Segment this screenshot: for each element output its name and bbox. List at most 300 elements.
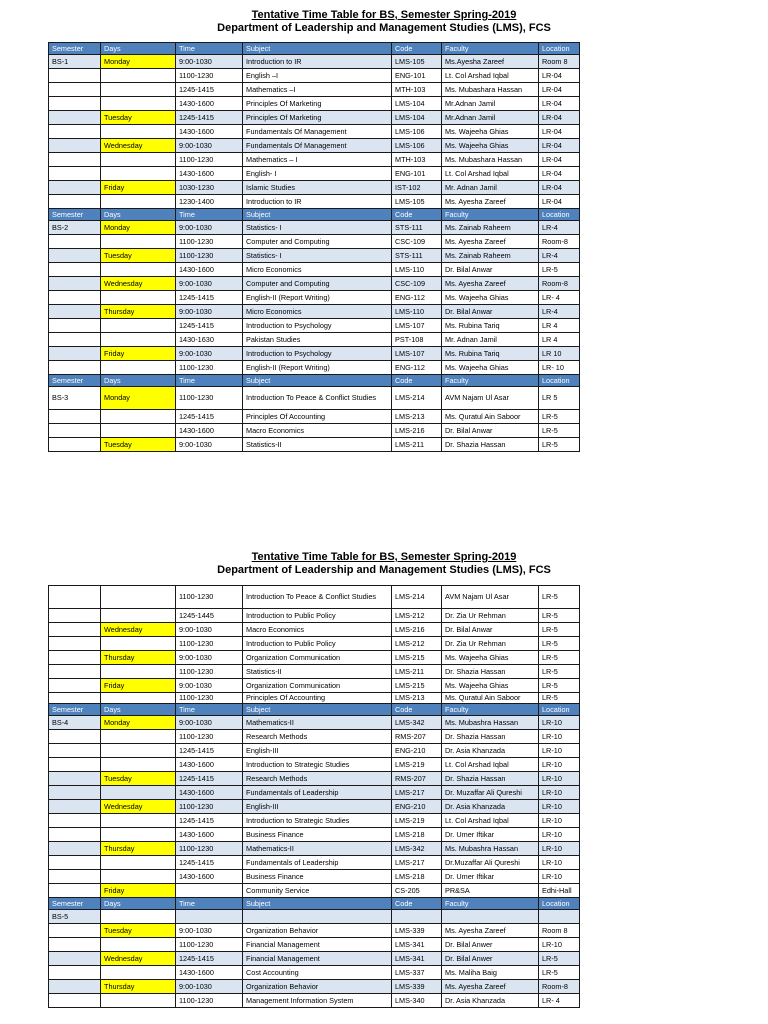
header-semester: Semester (49, 898, 101, 910)
cell-code: IST-102 (392, 181, 442, 195)
cell-time: 1100-1230 (176, 994, 243, 1008)
cell-location: LR-04 (539, 167, 580, 181)
cell-faculty: Mr.Adnan Jamil (442, 111, 539, 125)
table-header-row (49, 43, 580, 55)
table-row (49, 679, 580, 693)
cell-subject (243, 910, 392, 924)
cell-semester (49, 249, 101, 263)
cell-subject: Business Finance (243, 828, 392, 842)
cell-day: Thursday (101, 842, 176, 856)
cell-subject: Mathematics –I (243, 83, 392, 97)
header-location: Location (539, 375, 580, 387)
cell-subject: Organization Behavior (243, 924, 392, 938)
table-row (49, 111, 580, 125)
cell-code: ENG-210 (392, 744, 442, 758)
header-day: Days (101, 43, 176, 55)
header-subject: Subject (243, 209, 392, 221)
header-subject: Subject (243, 704, 392, 716)
table-row (49, 277, 580, 291)
header-faculty: Faculty (442, 375, 539, 387)
cell-faculty: Ms.Ayesha Zareef (442, 55, 539, 69)
cell-day (101, 333, 176, 347)
cell-semester (49, 277, 101, 291)
cell-semester (49, 651, 101, 665)
cell-location: LR-5 (539, 410, 580, 424)
cell-code: ENG-112 (392, 291, 442, 305)
cell-subject: Introduction To Peace & Conflict Studies (243, 586, 392, 609)
cell-code: STS-111 (392, 221, 442, 235)
cell-location: LR-5 (539, 586, 580, 609)
cell-semester: BS-1 (49, 55, 101, 69)
cell-subject: Micro Economics (243, 305, 392, 319)
cell-time: 9:00-1030 (176, 305, 243, 319)
table-row (49, 181, 580, 195)
cell-faculty: Dr. Asia Khanzada (442, 800, 539, 814)
cell-time: 1245-1415 (176, 83, 243, 97)
cell-semester (49, 361, 101, 375)
cell-day (101, 966, 176, 980)
cell-subject: Macro Economics (243, 623, 392, 637)
cell-code: LMS-337 (392, 966, 442, 980)
table-row (49, 716, 580, 730)
cell-semester (49, 333, 101, 347)
cell-location: LR-10 (539, 814, 580, 828)
cell-faculty: Dr. Shazia Hassan (442, 665, 539, 679)
cell-semester (49, 679, 101, 693)
cell-faculty: Dr. Zia Ur Rehman (442, 637, 539, 651)
cell-time: 1430-1600 (176, 966, 243, 980)
table-row (49, 438, 580, 452)
cell-time: 1030-1230 (176, 181, 243, 195)
cell-code: LMS-107 (392, 347, 442, 361)
cell-time: 1430-1600 (176, 97, 243, 111)
table-row (49, 153, 580, 167)
cell-semester (49, 730, 101, 744)
cell-location: LR-04 (539, 139, 580, 153)
cell-time: 1430-1600 (176, 870, 243, 884)
table-row (49, 800, 580, 814)
cell-semester: BS-5 (49, 910, 101, 924)
cell-day: Thursday (101, 305, 176, 319)
cell-location: LR-10 (539, 938, 580, 952)
cell-location: LR-5 (539, 665, 580, 679)
cell-code: LMS-104 (392, 111, 442, 125)
cell-time: 1230-1400 (176, 195, 243, 209)
cell-time: 1245-1415 (176, 410, 243, 424)
cell-code: LMS-341 (392, 938, 442, 952)
cell-time: 1100-1230 (176, 249, 243, 263)
cell-time: 1100-1230 (176, 235, 243, 249)
cell-subject: Mathematics-II (243, 716, 392, 730)
cell-location: Edhi-Hall (539, 884, 580, 898)
cell-day (101, 828, 176, 842)
cell-day (101, 910, 176, 924)
cell-faculty: Mr.Adnan Jamil (442, 97, 539, 111)
cell-time: 1245-1415 (176, 772, 243, 786)
table-row (49, 235, 580, 249)
cell-subject: Introduction to Strategic Studies (243, 814, 392, 828)
table-row (49, 125, 580, 139)
cell-semester (49, 637, 101, 651)
header-faculty: Faculty (442, 704, 539, 716)
cell-faculty: Ms. Mubashara Hassan (442, 153, 539, 167)
cell-time: 1245-1415 (176, 291, 243, 305)
cell-day (101, 814, 176, 828)
cell-subject: Fundamentals of Leadership (243, 856, 392, 870)
cell-semester (49, 856, 101, 870)
cell-faculty: Ms. Wajeeha Ghias (442, 139, 539, 153)
header-day: Days (101, 209, 176, 221)
cell-semester (49, 952, 101, 966)
cell-subject: Mathematics – I (243, 153, 392, 167)
cell-location: LR-04 (539, 111, 580, 125)
table-row (49, 221, 580, 235)
cell-code: LMS-215 (392, 679, 442, 693)
cell-day: Wednesday (101, 277, 176, 291)
cell-location: LR 5 (539, 387, 580, 410)
cell-subject: Computer and Computing (243, 277, 392, 291)
cell-time: 1245-1415 (176, 952, 243, 966)
timetable-page1 (48, 42, 580, 452)
cell-code: LMS-342 (392, 716, 442, 730)
cell-time: 9:00-1030 (176, 623, 243, 637)
cell-day: Friday (101, 679, 176, 693)
cell-faculty: Dr.Muzaffar Ali Qureshi (442, 856, 539, 870)
cell-location: LR-04 (539, 83, 580, 97)
cell-faculty: Dr. Bilal Anwar (442, 263, 539, 277)
cell-faculty: Ms. Ayesha Zareef (442, 980, 539, 994)
cell-location: Room-8 (539, 980, 580, 994)
cell-code: LMS-216 (392, 424, 442, 438)
cell-location: LR-4 (539, 221, 580, 235)
cell-day (101, 938, 176, 952)
cell-semester (49, 235, 101, 249)
cell-faculty: Dr. Bilal Anwar (442, 305, 539, 319)
cell-code: LMS-219 (392, 814, 442, 828)
cell-day: Wednesday (101, 139, 176, 153)
cell-code: CS-205 (392, 884, 442, 898)
cell-semester (49, 800, 101, 814)
header-subject: Subject (243, 43, 392, 55)
table-header-row (49, 209, 580, 221)
cell-time: 1100-1230 (176, 586, 243, 609)
header-time: Time (176, 704, 243, 716)
cell-location: LR-4 (539, 249, 580, 263)
cell-semester (49, 305, 101, 319)
table-row (49, 333, 580, 347)
cell-faculty: Dr. Shazia Hassan (442, 438, 539, 452)
cell-faculty: Ms. Ayesha Zareef (442, 235, 539, 249)
cell-time: 9:00-1030 (176, 139, 243, 153)
header-faculty: Faculty (442, 898, 539, 910)
table-row (49, 83, 580, 97)
cell-code: LMS-215 (392, 651, 442, 665)
header-day: Days (101, 898, 176, 910)
cell-faculty: Ms. Ayesha Zareef (442, 277, 539, 291)
header-time: Time (176, 209, 243, 221)
cell-subject: Introduction to IR (243, 195, 392, 209)
cell-semester (49, 586, 101, 609)
cell-day (101, 167, 176, 181)
header-subject: Subject (243, 375, 392, 387)
cell-code: ENG-101 (392, 69, 442, 83)
cell-location: LR 4 (539, 319, 580, 333)
cell-faculty: Ms. Maliha Baig (442, 966, 539, 980)
cell-faculty: Ms. Mubashara Hassan (442, 83, 539, 97)
cell-code: LMS-218 (392, 828, 442, 842)
cell-semester (49, 623, 101, 637)
cell-day: Friday (101, 181, 176, 195)
cell-semester (49, 125, 101, 139)
cell-faculty: Dr. Muzaffar Ali Qureshi (442, 786, 539, 800)
cell-day: Monday (101, 221, 176, 235)
cell-location: LR-04 (539, 125, 580, 139)
cell-day (101, 195, 176, 209)
cell-faculty: AVM Najam Ul Asar (442, 387, 539, 410)
table-row (49, 410, 580, 424)
table-row (49, 291, 580, 305)
cell-day: Tuesday (101, 249, 176, 263)
table-row (49, 139, 580, 153)
cell-faculty: Dr. Bilal Anwar (442, 623, 539, 637)
cell-subject: Financial Management (243, 952, 392, 966)
cell-code: CSC-109 (392, 277, 442, 291)
cell-faculty: Ms. Quratul Ain Saboor (442, 410, 539, 424)
cell-code: LMS-213 (392, 693, 442, 704)
header-semester: Semester (49, 704, 101, 716)
cell-subject: Micro Economics (243, 263, 392, 277)
cell-subject: English –I (243, 69, 392, 83)
cell-semester (49, 424, 101, 438)
cell-day: Friday (101, 347, 176, 361)
cell-faculty: Lt. Col Arshad Iqbal (442, 758, 539, 772)
cell-time: 1430-1600 (176, 167, 243, 181)
table-row (49, 167, 580, 181)
cell-subject: Management Information System (243, 994, 392, 1008)
header-code: Code (392, 43, 442, 55)
cell-time (176, 910, 243, 924)
cell-semester (49, 263, 101, 277)
cell-day (101, 319, 176, 333)
cell-faculty: Ms. Wajeeha Ghias (442, 679, 539, 693)
cell-time: 1245-1415 (176, 319, 243, 333)
table-row (49, 387, 580, 410)
cell-day: Tuesday (101, 924, 176, 938)
cell-time: 1430-1600 (176, 263, 243, 277)
cell-day (101, 83, 176, 97)
cell-semester (49, 884, 101, 898)
cell-code: LMS-213 (392, 410, 442, 424)
cell-time: 1245-1415 (176, 744, 243, 758)
cell-faculty: Dr. Bilal Anwer (442, 938, 539, 952)
cell-location: LR 10 (539, 347, 580, 361)
cell-location: LR-10 (539, 744, 580, 758)
cell-location: LR-10 (539, 800, 580, 814)
cell-semester: BS-2 (49, 221, 101, 235)
cell-subject: Macro Economics (243, 424, 392, 438)
page2-title (0, 551, 768, 577)
table-row (49, 263, 580, 277)
header-subject: Subject (243, 898, 392, 910)
cell-day: Thursday (101, 651, 176, 665)
cell-code: MTH-103 (392, 153, 442, 167)
cell-time: 9:00-1030 (176, 651, 243, 665)
cell-faculty: Dr. Zia Ur Rehman (442, 609, 539, 623)
cell-time: 9:00-1030 (176, 679, 243, 693)
cell-location: Room-8 (539, 235, 580, 249)
cell-code: LMS-107 (392, 319, 442, 333)
cell-code: LMS-216 (392, 623, 442, 637)
cell-day: Monday (101, 716, 176, 730)
cell-subject: Introduction to Public Policy (243, 609, 392, 623)
cell-day (101, 693, 176, 704)
page1-title-line1: Tentative Time Table for BS, Semester Spring-2019 (251, 9, 517, 21)
cell-location: LR-10 (539, 716, 580, 730)
cell-day (101, 97, 176, 111)
cell-subject: Fundamentals Of Management (243, 139, 392, 153)
cell-faculty: Dr. Asia Khanzada (442, 744, 539, 758)
cell-day (101, 263, 176, 277)
table-row (49, 693, 580, 704)
header-location: Location (539, 209, 580, 221)
table-row (49, 319, 580, 333)
cell-faculty: Ms. Mubashra Hassan (442, 716, 539, 730)
cell-time: 9:00-1030 (176, 277, 243, 291)
cell-day (101, 424, 176, 438)
cell-location: LR 4 (539, 333, 580, 347)
table-header-row (49, 375, 580, 387)
table-row (49, 966, 580, 980)
cell-location: LR-04 (539, 153, 580, 167)
table-row (49, 665, 580, 679)
cell-subject: English-III (243, 744, 392, 758)
table-row (49, 609, 580, 623)
cell-semester (49, 181, 101, 195)
cell-day (101, 125, 176, 139)
cell-day (101, 665, 176, 679)
cell-subject: English- I (243, 167, 392, 181)
cell-day (101, 856, 176, 870)
cell-subject: Cost Accounting (243, 966, 392, 980)
cell-faculty: Dr. Umer Iftikar (442, 828, 539, 842)
cell-location: LR- 10 (539, 361, 580, 375)
cell-subject: Introduction To Peace & Conflict Studies (243, 387, 392, 410)
cell-time: 1100-1230 (176, 387, 243, 410)
cell-faculty: Dr. Bilal Anwar (442, 424, 539, 438)
header-code: Code (392, 375, 442, 387)
cell-code: LMS-342 (392, 842, 442, 856)
cell-semester: BS-3 (49, 387, 101, 410)
cell-semester (49, 153, 101, 167)
cell-semester (49, 291, 101, 305)
header-day: Days (101, 704, 176, 716)
cell-semester (49, 758, 101, 772)
header-location: Location (539, 43, 580, 55)
page2-title-line1: Tentative Time Table for BS, Semester Spring-2019 (251, 551, 517, 563)
header-location: Location (539, 898, 580, 910)
cell-day: Thursday (101, 980, 176, 994)
cell-code: CSC-109 (392, 235, 442, 249)
table-row (49, 744, 580, 758)
header-location: Location (539, 704, 580, 716)
cell-semester (49, 665, 101, 679)
table-row (49, 870, 580, 884)
cell-semester (49, 924, 101, 938)
cell-location: LR-10 (539, 828, 580, 842)
cell-day: Monday (101, 55, 176, 69)
cell-code: LMS-106 (392, 125, 442, 139)
cell-location: LR-4 (539, 305, 580, 319)
cell-location: LR-5 (539, 438, 580, 452)
table-row (49, 994, 580, 1008)
cell-semester (49, 870, 101, 884)
cell-code: ENG-210 (392, 800, 442, 814)
cell-subject: Principles Of Accounting (243, 693, 392, 704)
cell-semester (49, 772, 101, 786)
table-row (49, 884, 580, 898)
cell-faculty: Dr. Shazia Hassan (442, 772, 539, 786)
table-row (49, 730, 580, 744)
cell-semester (49, 139, 101, 153)
cell-day: Monday (101, 387, 176, 410)
cell-code: MTH-103 (392, 83, 442, 97)
cell-subject: Principles Of Accounting (243, 410, 392, 424)
cell-faculty: Ms. Zainab Raheem (442, 221, 539, 235)
cell-faculty: Ms. Quratul Ain Saboor (442, 693, 539, 704)
table-row (49, 938, 580, 952)
cell-location: Room 8 (539, 924, 580, 938)
table-row (49, 424, 580, 438)
cell-time: 1100-1230 (176, 693, 243, 704)
cell-semester (49, 609, 101, 623)
cell-time: 1245-1415 (176, 111, 243, 125)
table-row (49, 786, 580, 800)
cell-location: LR-5 (539, 424, 580, 438)
table-row (49, 842, 580, 856)
cell-day (101, 730, 176, 744)
cell-semester (49, 69, 101, 83)
cell-code: LMS-106 (392, 139, 442, 153)
cell-faculty: Ms. Wajeeha Ghias (442, 291, 539, 305)
cell-subject: Statistics-II (243, 665, 392, 679)
cell-semester (49, 195, 101, 209)
cell-subject: English-III (243, 800, 392, 814)
cell-semester (49, 111, 101, 125)
table-header-row (49, 704, 580, 716)
cell-location: LR-04 (539, 181, 580, 195)
cell-code (392, 910, 442, 924)
cell-location: LR-5 (539, 952, 580, 966)
cell-code: STS-111 (392, 249, 442, 263)
cell-semester (49, 438, 101, 452)
cell-day (101, 586, 176, 609)
cell-subject: Community Service (243, 884, 392, 898)
cell-code: LMS-339 (392, 980, 442, 994)
cell-faculty: AVM Najam Ul Asar (442, 586, 539, 609)
cell-day: Tuesday (101, 438, 176, 452)
cell-faculty: Ms. Wajeeha Ghias (442, 361, 539, 375)
cell-time: 9:00-1030 (176, 55, 243, 69)
cell-subject: Statistics-II (243, 438, 392, 452)
cell-subject: Computer and Computing (243, 235, 392, 249)
cell-subject: Organization Communication (243, 651, 392, 665)
cell-faculty: Mr. Adnan Jamil (442, 333, 539, 347)
cell-location: Room 8 (539, 55, 580, 69)
cell-subject: Pakistan Studies (243, 333, 392, 347)
cell-semester (49, 814, 101, 828)
header-code: Code (392, 898, 442, 910)
cell-faculty: Ms. Mubashra Hassan (442, 842, 539, 856)
